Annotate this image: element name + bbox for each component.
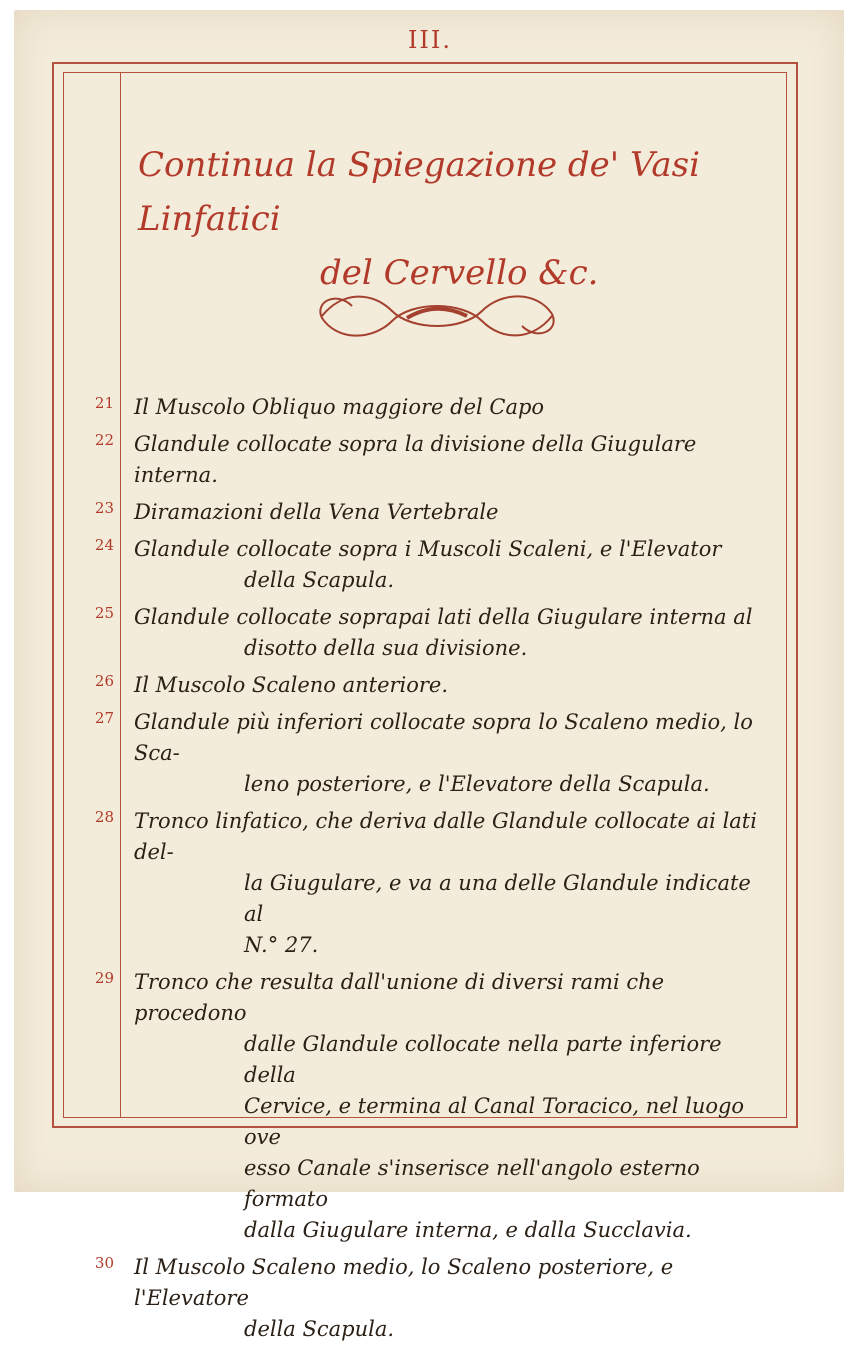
entry-number: 25 — [94, 604, 114, 622]
entry-line: Glandule collocate sopra la divisione della Giugulare interna. — [134, 432, 697, 487]
list-item — [70, 707, 770, 800]
entry-text — [134, 429, 770, 491]
page-title — [130, 138, 770, 300]
entry-text — [134, 707, 770, 800]
list-item — [70, 497, 770, 528]
entry-line: dalle Glandule collocate nella parte inferiore della — [244, 1032, 722, 1087]
entry-number: 30 — [94, 1254, 114, 1272]
entry-text — [134, 602, 770, 664]
list-item — [70, 392, 770, 423]
entry-text — [134, 670, 770, 701]
entry-number: 24 — [94, 536, 114, 554]
entry-number: 21 — [94, 394, 114, 412]
entry-line: Il Muscolo Scaleno medio, lo Scaleno posteriore, e l'Elevatore — [134, 1255, 674, 1310]
entry-line: disotto della sua divisione. — [244, 636, 528, 660]
entry-line: Il Muscolo Scaleno anteriore. — [134, 673, 449, 697]
list-item — [70, 429, 770, 491]
list-item — [70, 534, 770, 596]
entry-text — [134, 967, 770, 1246]
entry-number: 27 — [94, 709, 114, 727]
entry-text — [134, 497, 770, 528]
entry-line: la Giugulare, e va a una delle Glandule indicate al — [244, 871, 751, 926]
entry-list — [70, 392, 770, 1351]
entry-number: 22 — [94, 431, 114, 449]
entry-line: Glandule più inferiori collocate sopra lo Scaleno medio, lo Sca- — [134, 710, 753, 765]
entry-number: 28 — [94, 808, 114, 826]
title-line-2: del Cervello &c. — [320, 253, 599, 293]
entry-line: esso Canale s'inserisce nell'angolo esterno formato — [244, 1156, 700, 1211]
entry-line: dalla Giugulare interna, e dalla Succlavia. — [244, 1218, 692, 1242]
entry-line: Glandule collocate soprapai lati della Giugulare interna al — [134, 605, 753, 629]
title-line-1: Continua la Spiegazione de' Vasi Linfatici — [138, 145, 700, 239]
entry-text — [134, 392, 770, 423]
entry-line: Cervice, e termina al Canal Toracico, nel luogo ove — [244, 1094, 745, 1149]
list-item — [70, 806, 770, 961]
entry-line: leno posteriore, e l'Elevatore della Scapula. — [244, 772, 710, 796]
entry-text — [134, 806, 770, 961]
entry-number: 23 — [94, 499, 114, 517]
list-item — [70, 602, 770, 664]
entry-line: Il Muscolo Obliquo maggiore del Capo — [134, 395, 545, 419]
decorative-flourish-icon — [312, 286, 562, 346]
entry-number: 26 — [94, 672, 114, 690]
list-item — [70, 1252, 770, 1345]
entry-line: N.° 27. — [244, 933, 319, 957]
list-item — [70, 967, 770, 1246]
list-item — [70, 670, 770, 701]
entry-text — [134, 534, 770, 596]
entry-line: Tronco che resulta dall'unione di diversi rami che procedono — [134, 970, 665, 1025]
entry-line: Diramazioni della Vena Vertebrale — [134, 500, 499, 524]
entry-number: 29 — [94, 969, 114, 987]
entry-line: Glandule collocate sopra i Muscoli Scaleni, e l'Elevator — [134, 537, 722, 561]
entry-text — [134, 1252, 770, 1345]
entry-line: della Scapula. — [244, 568, 395, 592]
page-number: III. — [407, 26, 453, 54]
entry-line: Tronco linfatico, che deriva dalle Glandule collocate ai lati del- — [134, 809, 757, 864]
entry-line: della Scapula. — [244, 1317, 395, 1341]
